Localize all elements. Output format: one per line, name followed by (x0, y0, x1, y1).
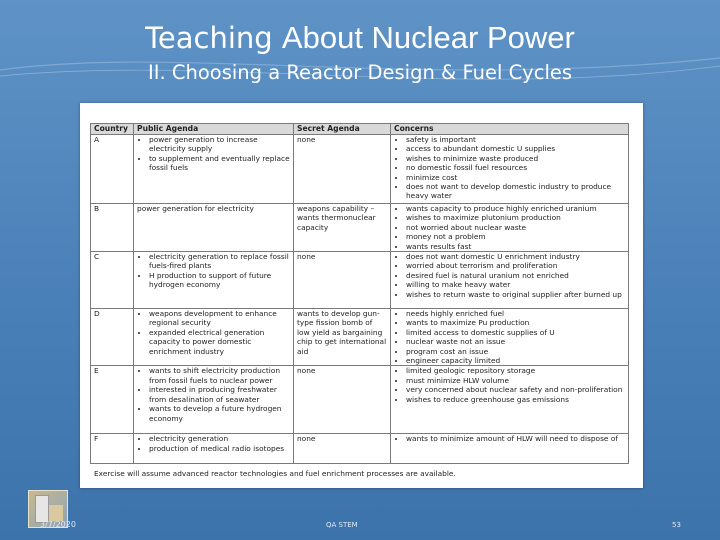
list-item: • minimize cost (406, 173, 625, 182)
cell-secret-agenda: weapons capability – wants thermonuclear capacity (294, 204, 391, 252)
concerns-list (394, 309, 625, 365)
cell-secret-agenda: none (294, 135, 391, 204)
cell-concerns (391, 434, 629, 464)
list-item: • safety is important (406, 135, 625, 144)
table-row (91, 366, 629, 434)
list-item: • wishes to maximize plutonium production (406, 213, 625, 222)
cell-secret-agenda: none (294, 434, 391, 464)
list-item: • program cost an issue (406, 347, 625, 356)
table-panel (80, 103, 643, 488)
list-item: • does not want to develop domestic industry to produce heavy water (406, 182, 625, 201)
cell-country: B (91, 204, 134, 252)
list-item: • desired fuel is natural uranium not enriched (406, 271, 625, 280)
exercise-note: Exercise will assume advanced reactor technologies and fuel enrichment processes are available. (94, 469, 456, 478)
cell-secret-agenda: wants to develop gun-type fission bomb of low yield as bargaining chip to get international aid (294, 309, 391, 366)
list-item: • needs highly enriched fuel (406, 309, 625, 318)
cell-country: A (91, 135, 134, 204)
list-item: • wants to maximize Pu production (406, 318, 625, 327)
table-row (91, 135, 629, 204)
cell-public-agenda (134, 252, 294, 309)
cell-public-agenda (134, 135, 294, 204)
cell-country: F (91, 434, 134, 464)
list-item: • must minimize HLW volume (406, 376, 625, 385)
cell-country: D (91, 309, 134, 366)
public-agenda-list (137, 252, 290, 290)
list-item: • limited access to domestic supplies of U (406, 328, 625, 337)
list-item: • electricity generation to replace fossil fuels-fired plants (149, 252, 290, 271)
cell-concerns (391, 204, 629, 252)
cell-public-agenda (134, 434, 294, 464)
slide-title-prefix: Teaching (145, 21, 282, 55)
agenda-table (90, 123, 629, 464)
list-item: • weapons development to enhance regional security (149, 309, 290, 328)
cell-public-agenda (134, 366, 294, 434)
list-item: • wants to shift electricity production from fossil fuels to nuclear power (149, 366, 290, 385)
list-item: • wishes to reduce greenhouse gas emissions (406, 395, 625, 404)
cell-secret-agenda: none (294, 366, 391, 434)
list-item: • production of medical radio isotopes (149, 444, 290, 453)
list-item: • wants capacity to produce highly enriched uranium (406, 204, 625, 213)
list-item: • worried about terrorism and proliferation (406, 261, 625, 270)
list-item: • willing to make heavy water (406, 280, 625, 289)
list-item: • expanded electrical generation capacity to power domestic enrichment industry (149, 328, 290, 356)
list-item: • to supplement and eventually replace fossil fuels (149, 154, 290, 173)
table-row (91, 252, 629, 309)
public-agenda-list (137, 135, 290, 173)
concerns-list (394, 252, 625, 299)
table-body (91, 135, 629, 464)
footer-date: 3/7/2020 (40, 520, 76, 529)
concerns-list (394, 204, 625, 251)
public-agenda-list (137, 309, 290, 356)
slide-subtitle: II. Choosing a Reactor Design & Fuel Cycles (147, 61, 573, 84)
table-row (91, 204, 629, 252)
cell-country: C (91, 252, 134, 309)
cell-secret-agenda: none (294, 252, 391, 309)
list-item: • very concerned about nuclear safety and non-proliferation (406, 385, 625, 394)
cell-concerns (391, 309, 629, 366)
cell-public-agenda (134, 204, 294, 252)
concerns-list (394, 434, 625, 443)
cell-concerns (391, 135, 629, 204)
table-row (91, 309, 629, 366)
list-item: • wants results fast (406, 242, 625, 251)
list-item: • wishes to minimize waste produced (406, 154, 625, 163)
list-item: • money not a problem (406, 232, 625, 241)
list-item: • not worried about nuclear waste (406, 223, 625, 232)
list-item: • engineer capacity limited (406, 356, 625, 365)
list-item: • power generation to increase electricity supply (149, 135, 290, 154)
header-public-agenda: Public Agenda (134, 124, 294, 135)
header-country: Country (91, 124, 134, 135)
cell-country: E (91, 366, 134, 434)
cell-concerns (391, 252, 629, 309)
slide-title (0, 20, 720, 56)
header-concerns: Concerns (391, 124, 629, 135)
list-item: • interested in producing freshwater from desalination of seawater (149, 385, 290, 404)
list-item: • wishes to return waste to original supplier after burned up (406, 290, 625, 299)
cell-concerns (391, 366, 629, 434)
public-agenda-list (137, 366, 290, 422)
list-item: • electricity generation (149, 434, 290, 443)
concerns-list (394, 135, 625, 201)
footer-center-text: QA STEM (326, 521, 358, 529)
list-item: • nuclear waste not an issue (406, 337, 625, 346)
list-item: • wants to minimize amount of HLW will need to dispose of (406, 434, 625, 443)
list-item: • access to abundant domestic U supplies (406, 144, 625, 153)
slide-title-main: About Nuclear Power (281, 20, 575, 55)
table-row (91, 434, 629, 464)
cell-public-agenda (134, 309, 294, 366)
table-header-row (91, 124, 629, 135)
list-item: • does not want domestic U enrichment industry (406, 252, 625, 261)
list-item: • no domestic fossil fuel resources (406, 163, 625, 172)
header-secret-agenda: Secret Agenda (294, 124, 391, 135)
public-agenda-text: power generation for electricity (137, 204, 254, 213)
page-number: 53 (672, 521, 681, 529)
public-agenda-list (137, 434, 290, 453)
list-item: • wants to develop a future hydrogen economy (149, 404, 290, 423)
concerns-list (394, 366, 625, 404)
list-item: • H production to support of future hydrogen economy (149, 271, 290, 290)
list-item: • limited geologic repository storage (406, 366, 625, 375)
